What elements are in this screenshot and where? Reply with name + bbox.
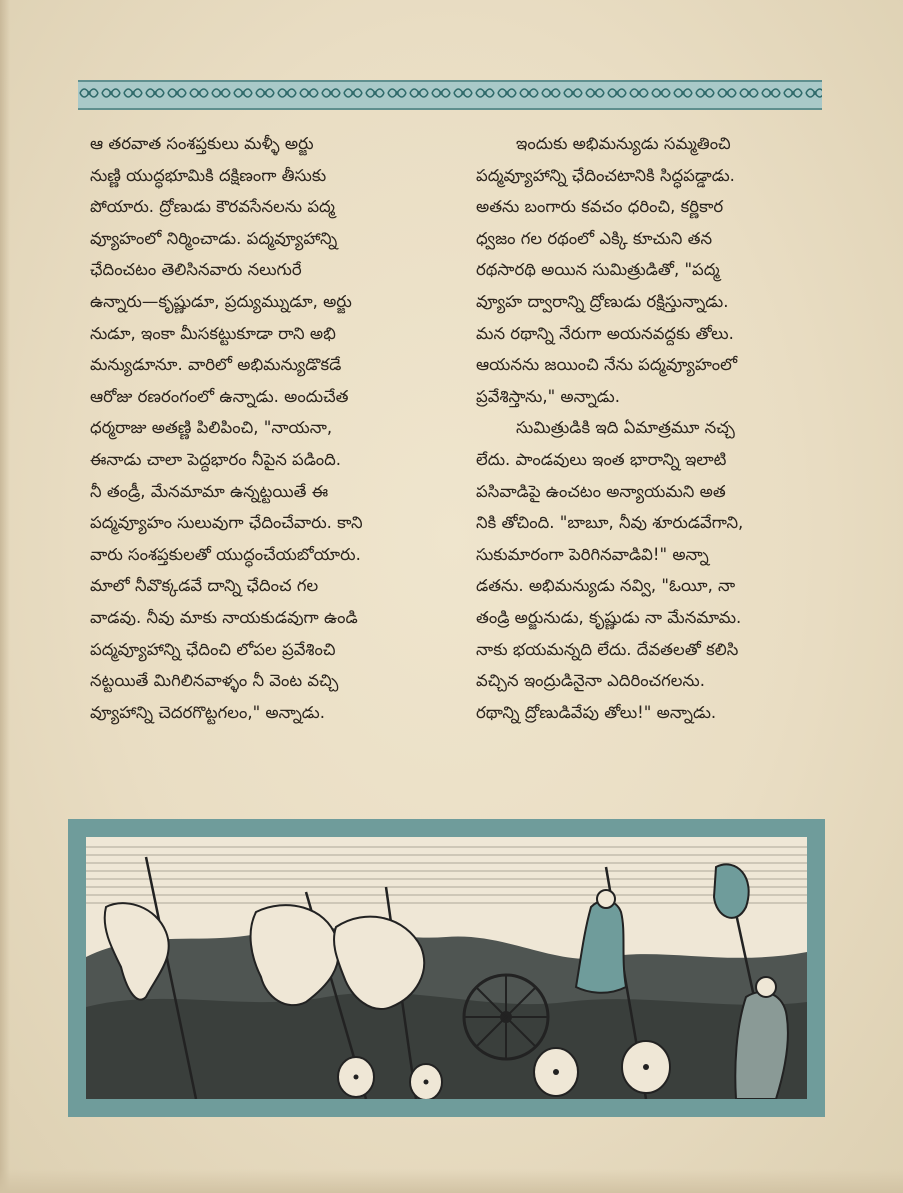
right-column-text-line: మన రథాన్ని నేరుగా అయనవద్దకు తోలు.	[476, 323, 734, 343]
right-column-text-line: నాకు భయమన్నది లేదు. దేవతలతో కలిసి	[476, 639, 739, 659]
left-column-text-line: నుడూ, ఇంకా మీసకట్టుకూడా రాని అభి	[90, 323, 336, 343]
left-column-text-line: ఈనాడు చాలా పెద్దభారం నీపైన పడింది.	[90, 449, 341, 469]
left-column-text-line: ఛేదించటం తెలిసినవారు నలుగురే	[90, 260, 302, 280]
right-column-text-line: వ్యూహ ద్వారాన్ని ద్రోణుడు రక్షిస్తున్నాడు.	[476, 291, 729, 311]
left-column-text-line: పోయారు. ద్రోణుడు కౌరవసేనలను పద్మ	[90, 197, 335, 217]
left-column-text-line: వాడవు. నీవు మాకు నాయకుడవుగా ఉండి	[90, 607, 358, 627]
left-text-column	[90, 128, 436, 728]
left-column-text-line: వ్యూహంలో నిర్మించాడు. పద్మవ్యూహాన్ని	[90, 228, 338, 248]
left-column-text-line: మన్యుడూనూ. వారిలో అభిమన్యుడొకడే	[90, 355, 342, 375]
right-column-text-line: ఇందుకు అభిమన్యుడు సమ్మతించి	[516, 134, 731, 153]
right-column-text-line: సుమిత్రుడికి ఇది ఏమాత్రమూ నచ్చ	[516, 418, 735, 438]
left-column-text-line: మాలో నీవొక్కడవే దాన్ని ఛేదించ గల	[90, 576, 319, 596]
right-column-text-line: సుకుమారంగా పెరిగినవాడివి!" అన్నా	[476, 544, 709, 564]
battle-scene-icon	[86, 837, 807, 1099]
page-shadow-left	[0, 0, 10, 1193]
left-column-text-line: నుణ్ణి యుద్ధభూమికి దక్షిణంగా తీసుకు	[90, 165, 327, 185]
page-shadow-bottom	[0, 1169, 903, 1193]
battle-illustration	[86, 837, 807, 1099]
left-column-text-line: ఆరోజు రణరంగంలో ఉన్నాడు. అందుచేత	[90, 386, 349, 406]
left-column-text-line: ధర్మరాజు అతణ్ణి పిలిపించి, "నాయనా,	[90, 418, 333, 438]
right-column-text-line: రథాన్ని ద్రోణుడివేపు తోలు!" అన్నాడు.	[476, 702, 717, 722]
right-column-text-line: అతను బంగారు కవచం ధరించి, కర్ణికార	[476, 197, 724, 217]
decorative-border-strip	[78, 80, 822, 110]
left-column-text-line: వ్యూహాన్ని చెదరగొట్టగలం," అన్నాడు.	[90, 702, 325, 722]
illustration-frame	[68, 819, 825, 1117]
right-column-text-line: డతను. అభిమన్యుడు నవ్వి, "ఓయీ, నా	[476, 576, 736, 596]
left-column-text-line: నీ తండ్రీ, మేనమామా ఉన్నట్టయితే ఈ	[90, 481, 329, 501]
left-column-text-line: పద్మవ్యూహాన్ని ఛేదించి లోపల ప్రవేశించి	[90, 639, 336, 659]
right-column-text-line: ఆయనను జయించి నేను పద్మవ్యూహంలో	[476, 355, 738, 375]
left-column-text-line: ఉన్నారు—కృష్ణుడూ, ప్రద్యుమ్నుడూ, అర్జు	[90, 291, 352, 311]
ornament-border-icon	[78, 82, 822, 104]
right-column-text-line: పసివాడిపై ఉంచటం అన్యాయమని అత	[476, 481, 726, 501]
left-column-text-line: నట్టయితే మిగిలినవాళ్ళం నీ వెంట వచ్చి	[90, 671, 339, 691]
right-column-text-line: లేదు. పాండవులు ఇంత భారాన్ని ఇలాటి	[476, 449, 727, 469]
right-column-text-line: ధ్వజం గల రథంలో ఎక్కి కూచుని తన	[476, 228, 713, 248]
left-column-text-line: వారు సంశప్తకులతో యుద్ధంచేయబోయారు.	[90, 544, 361, 564]
right-column-text-line: రథసారథి అయిన సుమిత్రుడితో, "పద్మ	[476, 260, 720, 280]
right-column-text-line: తండ్రి అర్జునుడు, కృష్ణుడు నా మేనమామ.	[476, 607, 742, 627]
right-column-text-line: ప్రవేశిస్తాను," అన్నాడు.	[476, 386, 620, 406]
right-column-text-line: నికి తోచింది. "బాబూ, నీవు శూరుడవేగాని,	[476, 513, 744, 533]
left-column-text-line: ఆ తరవాత సంశప్తకులు మళ్ళీ అర్జు	[90, 134, 314, 153]
left-column-text-line: పద్మవ్యూహం సులువుగా ఛేదించేవారు. కాని	[90, 513, 363, 533]
right-text-column	[476, 128, 822, 728]
right-column-text-line: పద్మవ్యూహాన్ని ఛేదించటానికి సిద్ధపడ్డాడు.	[476, 165, 735, 185]
right-column-text-line: వచ్చిన ఇంద్రుడినైనా ఎదిరించగలను.	[476, 671, 706, 691]
